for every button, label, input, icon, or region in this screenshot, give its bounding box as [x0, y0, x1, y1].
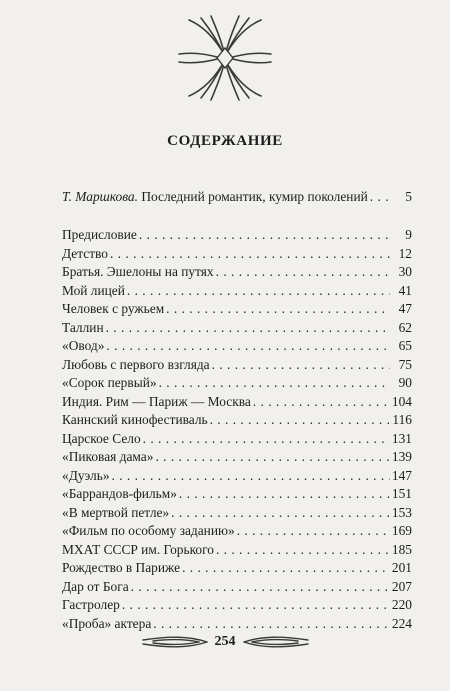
- toc-entry-title: Таллин: [62, 319, 104, 335]
- toc-entry: [62, 430, 412, 449]
- toc-entry: [62, 374, 412, 393]
- toc-entry-title: Любовь с первого взгляда: [62, 356, 210, 372]
- toc-entry-page: 147: [391, 467, 412, 483]
- dot-leader: [182, 559, 390, 578]
- toc-entry: [62, 300, 412, 319]
- toc-entry-title: «Овод»: [62, 338, 105, 353]
- toc-entry-page: 151: [391, 486, 412, 501]
- toc-entry-title: Рождество в Париже: [62, 560, 181, 575]
- toc-entry-page: 207: [391, 578, 412, 594]
- dot-leader: [139, 226, 390, 245]
- toc-list: [62, 226, 412, 633]
- page-title: СОДЕРЖАНИЕ: [167, 133, 283, 149]
- toc-entry-title: Гастролер: [62, 597, 120, 612]
- dot-leader: [237, 522, 390, 541]
- toc-entry-page: 104: [391, 393, 412, 409]
- toc-entry-title: «Проба» актера: [62, 615, 152, 631]
- intro-title: Последний романтик, кумир поколений: [141, 189, 368, 204]
- toc-entry-title: Братья. Эшелоны на путях: [62, 264, 214, 279]
- toc-entry: [62, 578, 412, 597]
- toc-entry-page: 220: [391, 597, 412, 612]
- toc-entry-title: Царское Село: [62, 430, 141, 446]
- dot-leader: [179, 485, 390, 504]
- dot-leader: [143, 430, 390, 449]
- dot-leader: [171, 504, 390, 523]
- toc-entry-title: Детство: [62, 245, 108, 261]
- toc-entry: [62, 393, 412, 412]
- toc-entry-page: 75: [398, 356, 412, 372]
- dot-leader: [210, 411, 390, 430]
- toc-entry: [62, 504, 412, 523]
- intro-author: Т. Маршкова.: [62, 189, 138, 204]
- toc-entry: [62, 541, 412, 560]
- toc-entry-title: «Пиковая дама»: [62, 449, 154, 464]
- toc-entry-page: 224: [391, 615, 412, 631]
- toc-entry-title: Человек с ружьем: [62, 301, 165, 316]
- page-footer: [0, 630, 450, 654]
- toc-entry-title: Каннский кинофестиваль: [62, 412, 208, 427]
- dot-leader: [122, 596, 390, 615]
- wheat-ornament-left-icon: [139, 634, 209, 650]
- dot-leader: [212, 356, 390, 375]
- toc-entry: [62, 448, 412, 467]
- dot-leader: [216, 541, 390, 560]
- dot-leader: [155, 448, 389, 467]
- toc-entry: [62, 522, 412, 541]
- dot-leader: [110, 245, 390, 264]
- toc-entry-page: 201: [391, 560, 412, 575]
- toc-entry: [62, 226, 412, 245]
- intro-page-number: 5: [405, 189, 412, 204]
- toc-entry-title: «Баррандов-фильм»: [62, 486, 177, 501]
- toc-entry-page: 41: [398, 282, 412, 298]
- toc-entry-title: Индия. Рим — Париж — Москва: [62, 393, 251, 409]
- dot-leader: [106, 337, 390, 356]
- toc-entry: [62, 319, 412, 338]
- toc-entry: [62, 559, 412, 578]
- dot-leader: [216, 263, 390, 282]
- toc-entry-page: 65: [398, 338, 412, 353]
- toc-entry: [62, 337, 412, 356]
- toc-entry: [62, 282, 412, 301]
- toc-entry-page: 9: [405, 227, 412, 242]
- toc-entry-title: Предисловие: [62, 227, 137, 242]
- toc-entry-page: 169: [391, 523, 412, 538]
- toc-entry-page: 62: [398, 319, 412, 335]
- wheat-star-ornament-icon: [175, 8, 275, 108]
- toc-entry-page: 47: [398, 301, 412, 316]
- toc-entry-title: «Сорок первый»: [62, 375, 157, 390]
- page-number: 254: [214, 634, 236, 649]
- toc-entry-page: 116: [392, 412, 412, 427]
- toc-entry: [62, 467, 412, 486]
- toc-entry: [62, 411, 412, 430]
- toc-entry-page: 185: [391, 541, 412, 557]
- toc-entry-title: Мой лицей: [62, 282, 125, 298]
- toc-entry-title: Дар от Бога: [62, 578, 129, 594]
- toc-entry: [62, 596, 412, 615]
- toc-entry-page: 30: [398, 264, 412, 279]
- dot-leader: [166, 300, 390, 319]
- toc-entry-page: 90: [398, 375, 412, 390]
- toc-entry-page: 153: [391, 504, 412, 520]
- dot-leader: [106, 319, 390, 338]
- dot-leader: [370, 188, 390, 206]
- toc-entry: [62, 245, 412, 264]
- toc-entry-title: «Фильм по особому заданию»: [62, 523, 235, 538]
- toc-entry: [62, 263, 412, 282]
- dot-leader: [159, 374, 390, 393]
- toc-entry: [62, 485, 412, 504]
- dot-leader: [131, 578, 390, 597]
- toc-entry-title: МХАТ СССР им. Горького: [62, 541, 214, 557]
- toc-entry-title: «Дуэль»: [62, 467, 110, 483]
- dot-leader: [112, 467, 390, 486]
- toc-entry-page: 12: [398, 245, 412, 261]
- toc-entry-page: 139: [391, 449, 412, 464]
- toc-entry-page: 131: [391, 430, 412, 446]
- wheat-ornament-right-icon: [242, 634, 312, 650]
- toc-intro-entry: [62, 188, 412, 206]
- toc-entry-title: «В мертвой петле»: [62, 504, 170, 520]
- toc-entry: [62, 356, 412, 375]
- dot-leader: [127, 282, 390, 301]
- dot-leader: [253, 393, 390, 412]
